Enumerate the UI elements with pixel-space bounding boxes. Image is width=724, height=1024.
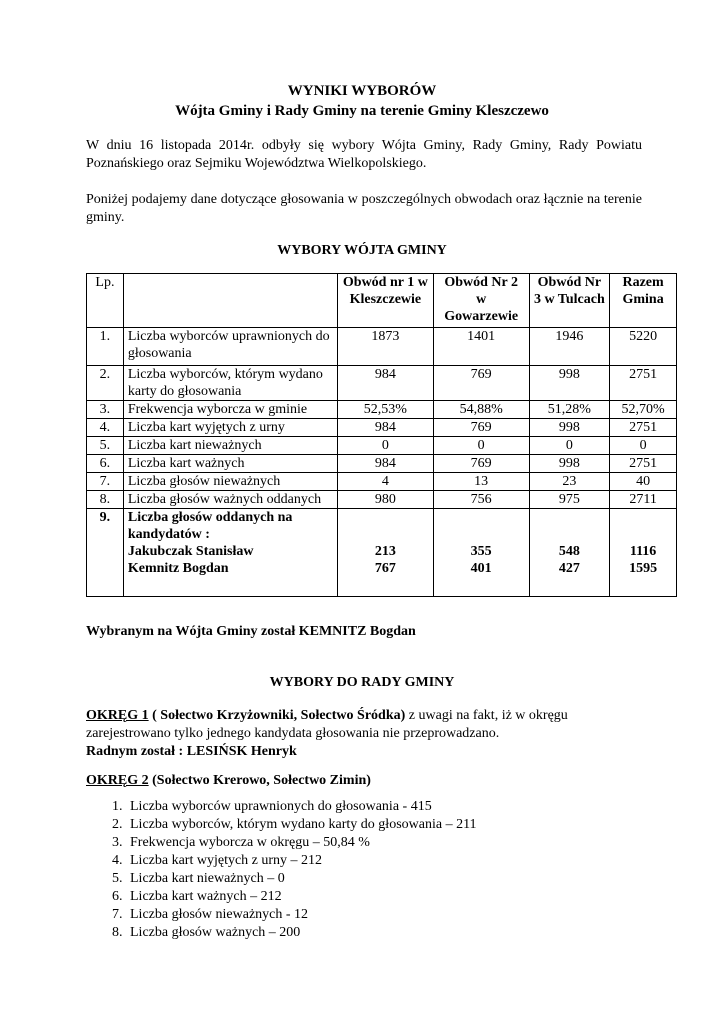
list-item: 4. Liczba kart wyjętych z urny – 212 [126, 852, 477, 870]
table-row [87, 455, 677, 473]
table-row [87, 437, 677, 455]
okreg-1-text: z uwagi na fakt, iż w okręgu zarejestrowano tylko jednego kandydata głosowania nie przeprowadzano. [86, 708, 568, 741]
total-candidate-2-votes: 1595 [629, 561, 658, 576]
table-row [87, 328, 677, 366]
row-lp: 8. [87, 491, 124, 509]
table-row [87, 491, 677, 509]
row-obwod-3: 998 [529, 366, 610, 401]
header-lp: Lp. [87, 274, 124, 328]
row-obwod-3: 51,28% [529, 401, 610, 419]
okreg-2-stats-list [86, 798, 477, 942]
row-obwod-3: 1946 [529, 328, 610, 366]
row-label: Liczba kart wyjętych z urny [123, 419, 337, 437]
row-label: Liczba wyborców, którym wydano karty do głosowania [123, 366, 337, 401]
page-title: WYNIKI WYBORÓW [287, 83, 437, 99]
row-total: 40 [610, 473, 677, 491]
list-item: 6. Liczba kart ważnych – 212 [126, 888, 477, 906]
row-obwod-3: 23 [529, 473, 610, 491]
row-obwod-1: 984 [337, 366, 433, 401]
intro-paragraph-1: W dniu 16 listopada 2014r. odbyły się wybory Wójta Gminy, Rady Gminy, Rady Powiatu Poznańskiego oraz Sejmiku Województwa Wielkopolskiego. [86, 138, 642, 171]
list-item: 7. Liczba głosów nieważnych - 12 [126, 906, 477, 924]
row-obwod-1: 980 [337, 491, 433, 509]
page-subtitle: Wójta Gminy i Rady Gminy na terenie Gminy Kleszczewo [175, 103, 549, 119]
row-obwod-3: 998 [529, 455, 610, 473]
row-lp: 4. [87, 419, 124, 437]
row-label: Frekwencja wyborcza w gminie [123, 401, 337, 419]
okreg-1-elected: Radnym został : LESIŃSK Henryk [86, 744, 297, 759]
row-label: Liczba wyborców uprawnionych do głosowania [123, 328, 337, 366]
wojt-winner: Wybranym na Wójta Gminy został KEMNITZ Bogdan [86, 624, 416, 639]
table-row [87, 473, 677, 491]
row-label: Liczba głosów ważnych oddanych [123, 491, 337, 509]
row-obwod-1: 1873 [337, 328, 433, 366]
header-obwod-3: Obwód Nr 3 w Tulcach [529, 274, 610, 328]
row-obwod-1: 4 [337, 473, 433, 491]
row-total: 2711 [610, 491, 677, 509]
row-label: Liczba kart ważnych [123, 455, 337, 473]
row-obwod-2: 0 [433, 437, 529, 455]
obwod-3-candidate-1-votes: 548 [558, 544, 580, 559]
row-obwod-2: 54,88% [433, 401, 529, 419]
row-obwod-2: 756 [433, 491, 529, 509]
obwod-1-candidate-2-votes: 767 [374, 561, 396, 576]
row-obwod-2: 769 [433, 419, 529, 437]
okreg-2-desc: (Sołectwo Krerowo, Sołectwo Zimin) [148, 773, 371, 788]
row-obwod-1: 0 [337, 437, 433, 455]
row-total: 0 [610, 437, 677, 455]
header-obwod-1: Obwód nr 1 w Kleszczewie [337, 274, 433, 328]
row-total: 52,70% [610, 401, 677, 419]
list-item: 8. Liczba głosów ważnych – 200 [126, 924, 477, 942]
row-label: Liczba kart nieważnych [123, 437, 337, 455]
candidates-label: Liczba głosów oddanych na kandydatów : [127, 510, 293, 542]
list-item: 1. Liczba wyborców uprawnionych do głosowania - 415 [126, 798, 477, 816]
okreg-1-block [86, 707, 642, 761]
okreg-2-heading [86, 772, 642, 790]
header-label [123, 274, 337, 328]
row-total: 2751 [610, 455, 677, 473]
row-lp: 1. [87, 328, 124, 366]
row-obwod-2: 1401 [433, 328, 529, 366]
row-lp: 5. [87, 437, 124, 455]
row-lp: 2. [87, 366, 124, 401]
candidates-obwod-3 [529, 509, 610, 597]
list-item: 3. Frekwencja wyborcza w okręgu – 50,84 % [126, 834, 477, 852]
candidate-1-name: Jakubczak Stanisław [127, 544, 254, 559]
candidates-label-cell [123, 509, 337, 597]
table-row-candidates [87, 509, 677, 597]
header-obwod-2: Obwód Nr 2 w Gowarzewie [433, 274, 529, 328]
obwod-1-candidate-1-votes: 213 [374, 544, 396, 559]
row-obwod-1: 52,53% [337, 401, 433, 419]
obwod-2-candidate-2-votes: 401 [470, 561, 492, 576]
candidates-total [610, 509, 677, 597]
rada-section-title: WYBORY DO RADY GMINY [269, 675, 455, 690]
row-lp: 9. [87, 509, 124, 597]
okreg-1-desc: ( Sołectwo Krzyżowniki, Sołectwo Śródka) [148, 708, 406, 723]
wojt-results-table [86, 273, 677, 597]
obwod-2-candidate-1-votes: 355 [470, 544, 492, 559]
row-total: 5220 [610, 328, 677, 366]
row-obwod-3: 0 [529, 437, 610, 455]
wojt-section-title: WYBORY WÓJTA GMINY [277, 243, 447, 258]
total-candidate-1-votes: 1116 [629, 544, 657, 559]
row-lp: 3. [87, 401, 124, 419]
row-label: Liczba głosów nieważnych [123, 473, 337, 491]
table-row [87, 419, 677, 437]
row-obwod-2: 13 [433, 473, 529, 491]
row-total: 2751 [610, 366, 677, 401]
row-obwod-1: 984 [337, 419, 433, 437]
row-obwod-3: 998 [529, 419, 610, 437]
row-obwod-3: 975 [529, 491, 610, 509]
list-item: 2. Liczba wyborców, którym wydano karty do głosowania – 211 [126, 816, 477, 834]
row-lp: 6. [87, 455, 124, 473]
candidates-obwod-1 [337, 509, 433, 597]
row-obwod-2: 769 [433, 455, 529, 473]
intro-paragraph-2: Poniżej podajemy dane dotyczące głosowania w poszczególnych obwodach oraz łącznie na terenie gminy. [86, 192, 642, 225]
candidate-2-name: Kemnitz Bogdan [127, 561, 229, 576]
row-obwod-2: 769 [433, 366, 529, 401]
table-header-row [87, 274, 677, 328]
candidates-obwod-2 [433, 509, 529, 597]
table-row [87, 401, 677, 419]
obwod-3-candidate-2-votes: 427 [558, 561, 580, 576]
okreg-1-label: OKRĘG 1 [86, 708, 149, 723]
list-item: 5. Liczba kart nieważnych – 0 [126, 870, 477, 888]
table-row [87, 366, 677, 401]
okreg-2-label: OKRĘG 2 [86, 773, 149, 788]
row-total: 2751 [610, 419, 677, 437]
row-obwod-1: 984 [337, 455, 433, 473]
header-total: Razem Gmina [610, 274, 677, 328]
row-lp: 7. [87, 473, 124, 491]
